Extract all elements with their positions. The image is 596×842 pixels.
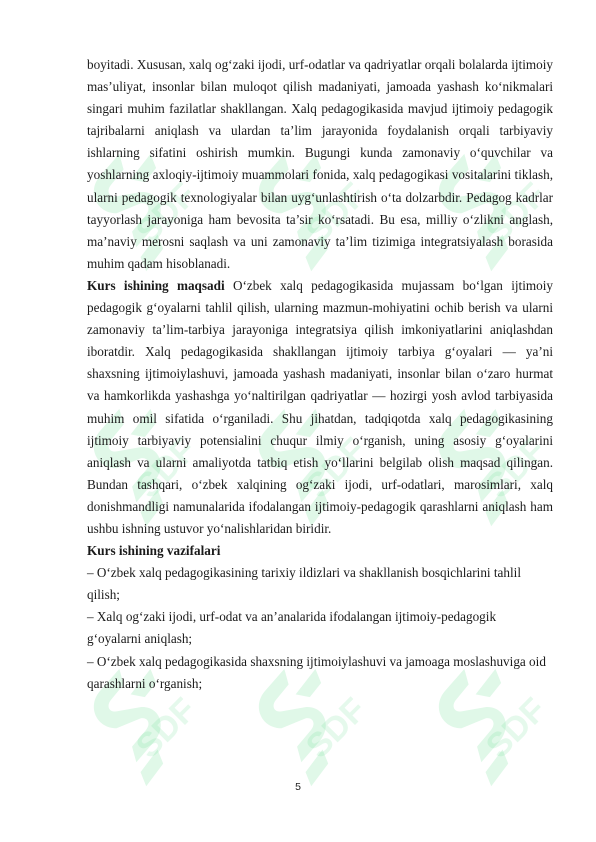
watermark-text: SDF — [298, 430, 374, 506]
aim-text: O‘zbek xalq pedagogikasida mujassam bo‘lgan ijtimoiy pedagogik g‘oyalarni tahlil qilish, ularning mazmun-mohiyatini ochib berish va ularni zamonaviy ta’lim-tarbiya jarayoniga integratsiya qilish imkoniyatlarini aniqlashdan iboratdir. Xalq pedagogikasida shakllangan ijtimoiy tarbiya g‘oyalari — ya’ni shaxsning ijtimoiylashuvi, jamoada yashash madaniyati, insonlar bilan o‘zaro hurmat va hamkorlikda yashashga yo‘naltirilgan qadriyatlar — hozirgi yosh avlod tarbiyasida muhim omil sifatida o‘rganiladi. Shu jihatdan, tadqiqotda xalq pedagogikasining ijtimoiy tarbiyaviy potensialini chuqur ilmiy o‘rganish, uning asosiy g‘oyalarini aniqlash va ularni amaliyotda tatbiq etish yo‘llarini belgilab olish maqsad qilingan. Bundan tashqari, o‘zbek xalqining og‘zaki ijodi, urf-odatlari, marosimlari, xalq donishmandligi namunalarida ifodalangan ijtimoiy-pedagogik qarashlarni aniqlash ham ushbu ishning ustuvor yo‘nalishlaridan biridir. — [87, 277, 553, 536]
watermark-text: SDF — [478, 690, 554, 766]
watermark-text: SDF — [298, 175, 374, 251]
tasks-heading-text: Kurs ishining vazifalari — [87, 543, 221, 559]
intro-paragraph: boyitadi. Xususan, xalq og‘zaki ijodi, urf-odatlar va qadriyatlar orqali bolalarda ijtimoiy mas’uliyat, insonlar bilan muloqot qilish madaniyati, jamoada yashash ko‘nikmalari singari muhim fazilatlar shakllangan. Xalq pedagogikasida mavjud ijtimoiy pedagogik tajribalarni aniqlash va ulardan ta’lim jarayonida foydalanish orqali tarbiyaviy ishlarning sifatini oshirish mumkin. Bugungi kunda zamonaviy o‘quvchilar va yoshlarning axloqiy-ijtimoiy muammolari fonida, xalq pedagogikasi vositalarini tiklash, ularni pedagogik texnologiyalar bilan uyg‘unlashtirish o‘ta dolzarbdir. Pedagog kadrlar tayyorlash jarayoniga ham bevosita ta’sir ko‘rsatadi. Bu esa, milliy o‘zlikni anglash, ma’naviy merosni saqlash va uni zamonaviy ta’lim tizimiga integratsiyalash borasida muhim qadam hisoblanadi. — [87, 57, 553, 271]
task-item: – Xalq og‘zaki ijodi, urf-odat va an’analarida ifodalangan ijtimoiy-pedagogik g‘oyalarni aniqlash; — [87, 609, 497, 647]
watermark-text: SDF — [298, 690, 374, 766]
task-item: – O‘zbek xalq pedagogikasida shaxsning ijtimoiylashuvi va jamoaga moslashuviga oid qarashlarni o‘rganish; — [87, 653, 546, 691]
document-body — [87, 54, 553, 695]
page-number: 5 — [295, 781, 301, 793]
watermark-text: SDF — [478, 175, 554, 251]
watermark-text: SDF — [128, 175, 204, 251]
tasks-heading — [87, 540, 553, 562]
aim-paragraph — [87, 275, 553, 540]
watermark-text: SDF — [478, 430, 554, 506]
watermark-text: SDF — [128, 690, 204, 766]
aim-heading: Kurs ishining maqsadi — [87, 277, 225, 293]
task-item: – O‘zbek xalq pedagogikasining tarixiy ildizlari va shakllanish bosqichlarini tahlil qilish; — [87, 565, 521, 603]
watermark-text: SDF — [128, 430, 204, 506]
